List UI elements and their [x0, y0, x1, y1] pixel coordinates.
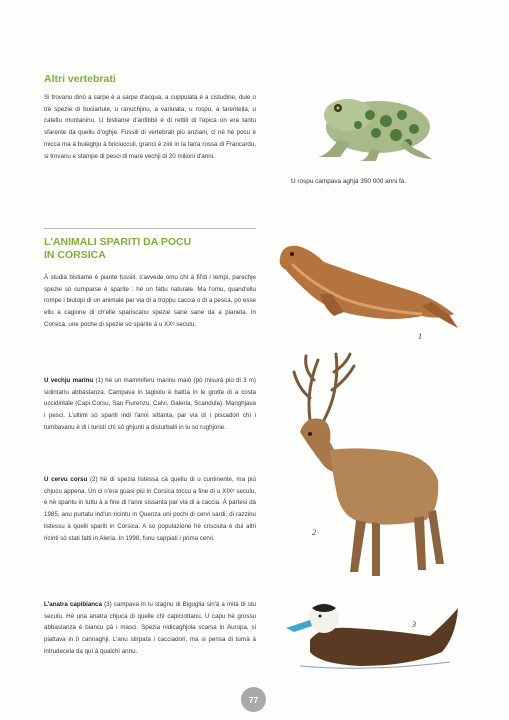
page-number-badge: 77 — [241, 687, 266, 712]
text-monk-seal: (1) hè un mammiferu marinu maiò (pò misurà più di 3 m) sidintariu abbastanza. Campava in tagliolu è battìa in le grotte di a costa uccidintale (Capi Corsu, San Fiurenzu, Calvi, Galeria, Scandula). Manghjava i pesci. L'ultimi sò spariti indi l'anni sittanta, par via di i piscadori chì i tumbavanu è di i turisti chì sò ghjunti a disturballi in lu so rughjone. — [44, 377, 256, 431]
toad-caption: U rospu campava aghjà 350 000 anni fà. — [291, 178, 407, 185]
monk-seal-illustration — [272, 236, 462, 336]
intro-paragraph: À studià bistiame è piante fussili, s'avvede omu chì à fil'di i tempi, parechje spezie sò cumparse è sparite : hè un fattu naturale. Ma l'omu, quand'ellu rompe i biutopi di un animale par via di a troppu caccia o di a pesca, pò esse ellu a cagione di ch'elle spariscanu spezie sane sane da a pianeta. In Corsica, une poche di spezie sò sparite à u XXᵉ seculu. — [44, 274, 256, 328]
section-divider — [44, 228, 256, 229]
figure-number-1: 1 — [418, 332, 422, 341]
text-white-headed-duck: (3) campava in lu stagnu di Biguglia sin'à a mità di stu seculu. Hè una anatra chjuca di quelle chì capicìottanu. U capu hè grossu abbastanza è biancu pà i masci. Spezia nidicaghjola scarsa in Auropa, si piattava in lì cannaghji. L'anu stirpata i cacciadori, ma si pensa di turnà à intrudecela da quì à qualchì annu. — [44, 601, 257, 655]
text-corsican-deer: (2) hè di spezia listessa cà quellu di u cuntinente, ma più chjucu appena. Ùn ci n'era guasi più in Corsica toccu a fine di u XIXᵉ seculu, è hè sparitu in tuttu à a fine di l'anni sissanta par via di a caccia. À partesi dà 1985, anu purtatu ind'un ricintu in Quenza uni pochi di cervi sardi, di razzinu listessu à quelli spariti in Corsica. A so populazione hè crisciuta è dui altri ricinti sò stati fatti in Aleria. In 1998, funu cappiati i prima cervi. — [44, 476, 256, 542]
toad-illustration — [310, 85, 445, 165]
section-heading-animali-spariti — [44, 236, 256, 262]
figure-number-2: 2 — [312, 528, 316, 537]
paragraph-monk-seal — [44, 375, 256, 434]
section-heading-altri-vertebrati: Altri vertebrati — [44, 73, 116, 85]
paragraph-corsican-deer — [44, 474, 256, 544]
white-headed-duck-illustration — [280, 596, 460, 671]
term-corsican-deer: U cervu corsu — [44, 476, 88, 483]
figure-number-3: 3 — [412, 620, 416, 629]
section-paragraph-altri-vertebrati: Si trovanu dinò a sarpe è a sarpe d'acqua, a cuppulata è a cistudine, duie o trè spezie di buciartule, u ranuchjinu, a variulata, u rospu, a tarentella, u catellu muntaninu. U bistiame d'anfibbii è di rettili di l'epica ùn era tantu sfarente da quellu d'oghje. Fussili di vertebrati più anziani, ci nè hè pocu è micca ma à buleghju à briciucculi, granci è zini in la tarra rossa di Francardu, si trovanu e stampe di pesci di mare vechji di 20 milioni d'anni. — [44, 94, 256, 160]
term-monk-seal: U vechju marinu — [44, 377, 94, 384]
heading-line-2: IN CORSICA — [44, 249, 106, 261]
term-white-headed-duck: L'anatra capibianca — [44, 601, 102, 608]
paragraph-white-headed-duck — [44, 599, 256, 658]
corsican-deer-illustration — [280, 350, 450, 585]
heading-line-1: L'ANIMALI SPARITI DA POCU — [44, 236, 192, 248]
